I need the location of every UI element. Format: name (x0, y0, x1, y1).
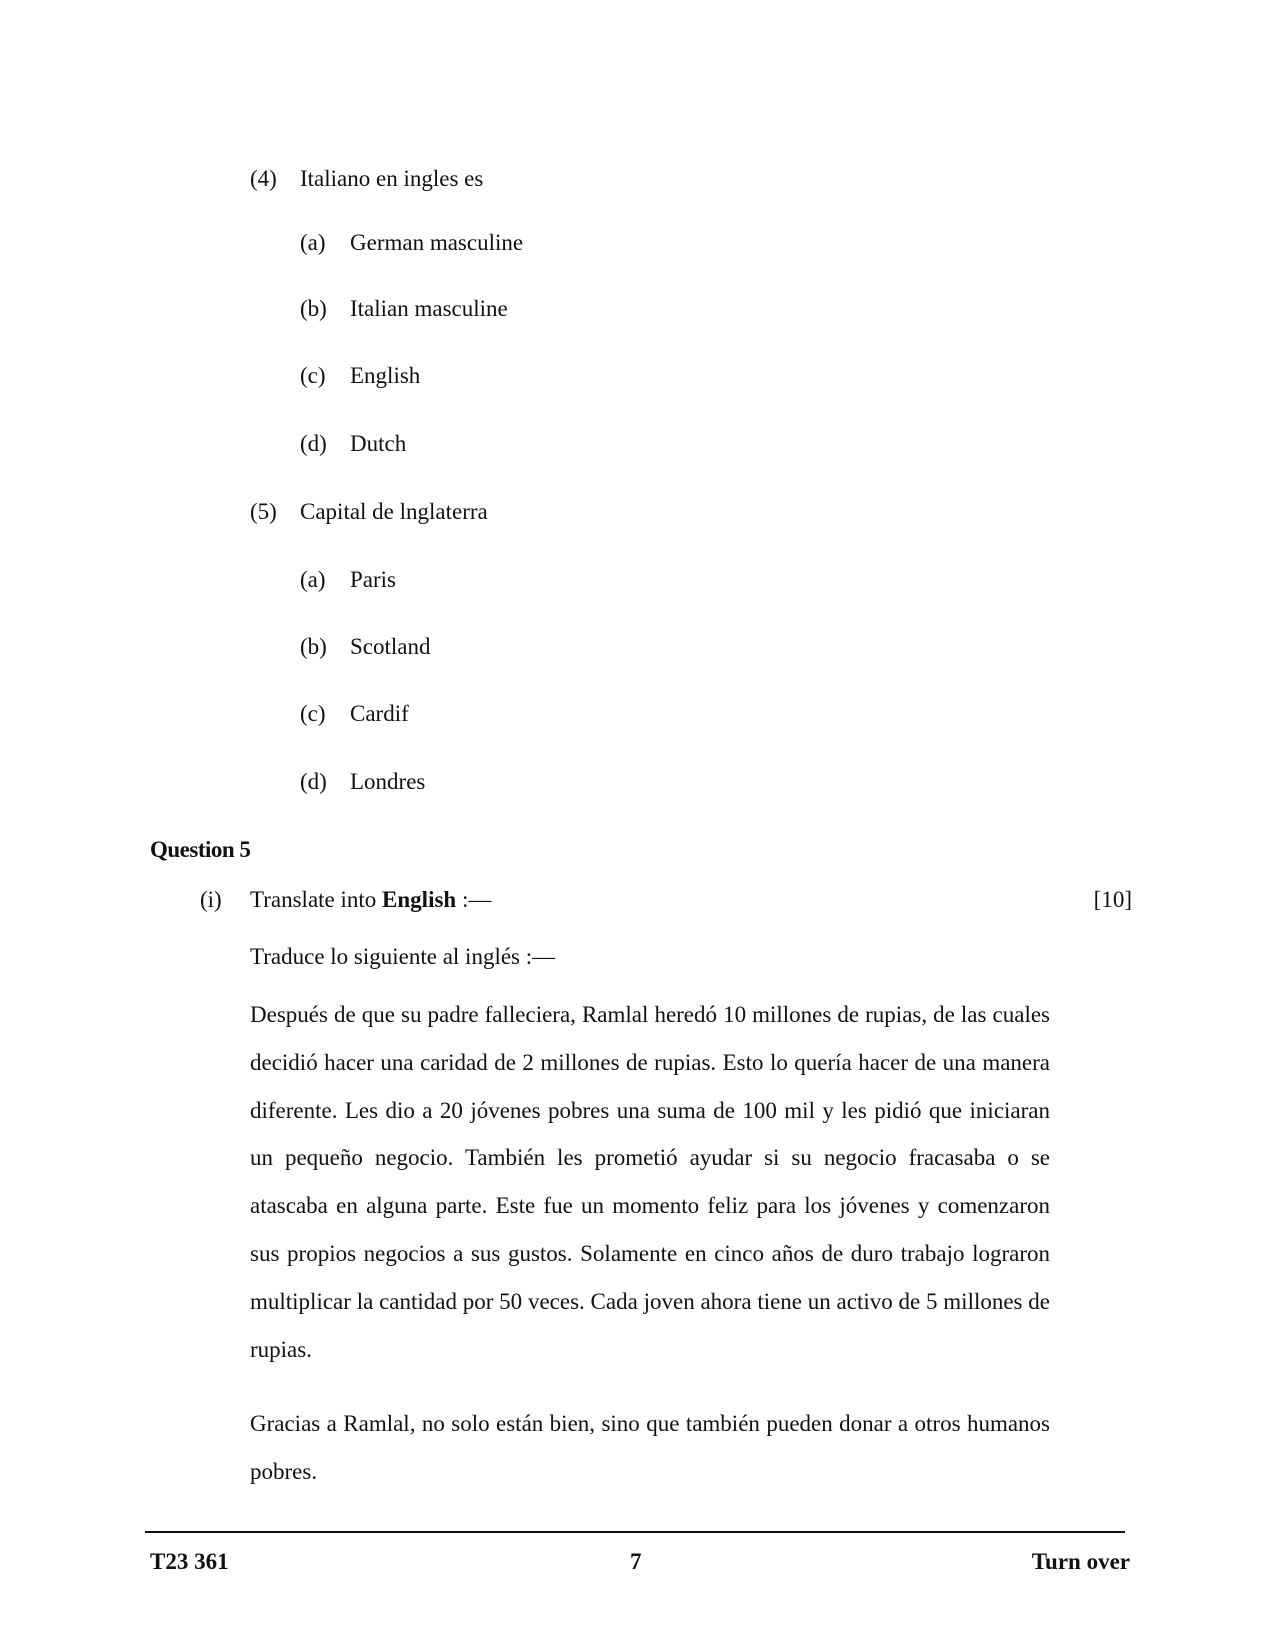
option-letter: (c) (300, 701, 326, 726)
option-text: Italian masculine (350, 296, 508, 321)
spanish-instruction: Traduce lo siguiente al inglés :— (250, 944, 556, 969)
q4-number: (4) (250, 166, 277, 191)
passage-paragraph-1: Después de que su padre falleciera, Ramlal heredó 10 millones de rupias, de las cuales decidió hacer una caridad de 2 millones de rupias. Esto lo quería hacer de una manera diferente. Les dio a 20 jóvenes pobres una suma de 100 mil y les pidió que iniciaran un pequeño negocio. También les prometió ayudar si su negocio fracasaba o se atascaba en alguna parte. Este fue un momento feliz para los jóvenes y comenzaron sus propios negocios a sus gustos. Solamente en cinco años de duro trabajo lograron multiplicar la cantidad por 50 veces. Cada joven ahora tiene un activo de 5 millones de rupias. (250, 1002, 1050, 1362)
instruction-suffix: :— (456, 887, 492, 912)
option-text: German masculine (350, 230, 524, 255)
part-i-instruction (250, 886, 491, 914)
page-number: 7 (630, 1549, 642, 1574)
option-letter: (c) (300, 363, 326, 388)
option-letter: (b) (300, 296, 327, 321)
option-text: Londres (350, 769, 426, 794)
q5mc-number: (5) (250, 499, 277, 524)
option-letter: (a) (300, 230, 326, 255)
option-text: Paris (350, 567, 396, 592)
option-text: Cardif (350, 701, 409, 726)
q4-text: Italiano en ingles es (300, 166, 484, 191)
option-text: Dutch (350, 431, 407, 456)
footer-divider (145, 1531, 1125, 1533)
passage-paragraph-2: Gracias a Ramlal, no solo están bien, sino que también pueden donar a otros humanos pobres. (250, 1411, 1050, 1484)
option-letter: (b) (300, 634, 327, 659)
turn-over: Turn over (1031, 1549, 1130, 1574)
option-text: Scotland (350, 634, 431, 659)
option-letter: (a) (300, 567, 326, 592)
instruction-language: English (382, 887, 457, 912)
part-i-label: (i) (200, 887, 222, 912)
option-text: English (350, 363, 421, 388)
instruction-prefix: Translate into (250, 887, 383, 912)
marks: [10] (1093, 887, 1132, 912)
option-letter: (d) (300, 769, 327, 794)
paper-code: T23 361 (150, 1549, 229, 1574)
question-heading: Question 5 (150, 837, 251, 862)
option-letter: (d) (300, 431, 327, 456)
q5mc-text: Capital de lnglaterra (300, 499, 488, 524)
